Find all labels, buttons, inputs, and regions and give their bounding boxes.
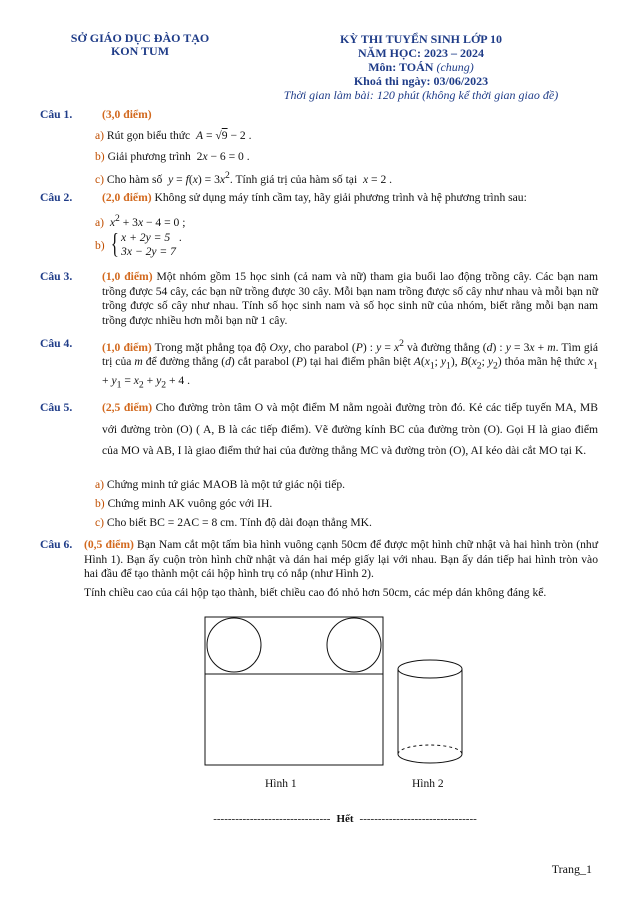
- page-number: Trang_1: [551, 862, 592, 876]
- circle-right: [327, 618, 381, 672]
- question-5: Câu 5. (2,5 điểm) Cho đường tròn tâm O và một điểm M nằm ngoài đường tròn đó. Kẻ các tiếp tuyến MA, MB với đường tròn (O) ( A, B là các tiếp điểm). Vẽ đường kính BC của đường tròn (O). Gọi H là giao điểm của MO và AB, I là giao điểm thứ hai của đường thẳng MC và đường tròn (O), AI kéo dài cắt MO tại K.: [40, 401, 598, 457]
- department-header: [40, 32, 240, 58]
- exam-date: Khoá thi ngày: 03/06/2023: [353, 74, 489, 88]
- points: (3,0 điểm): [102, 108, 152, 121]
- q5-part-b: b) Chứng minh AK vuông góc với IH.: [95, 497, 273, 510]
- question-2: Câu 2. (2,0 điểm) Không sử dụng máy tính cầm tay, hãy giải phương trình và hệ phương trình sau:: [40, 191, 527, 204]
- question-3: Câu 3. (1,0 điểm) Một nhóm gồm 15 học sinh (cả nam và nữ) tham gia buổi lao động trồng cây. Các bạn nam trồng được 54 cây, các bạn nữ trồng được 30 cây. Mỗi bạn nam trồng được số cây như nhau và mỗi bạn nữ trồng được số cây như nhau. Tính số học sinh nam và số học sinh nữ của nhóm, biết rằng mỗi bạn nam trồng được nhiều hơn mỗi bạn nữ 1 cây.: [40, 270, 598, 327]
- figure-2-label: Hình 2: [412, 778, 444, 790]
- province-name: KON TUM: [110, 44, 170, 58]
- figure-2: [392, 656, 468, 772]
- question-number: Câu 1.: [40, 108, 73, 121]
- question-1: [40, 108, 598, 123]
- q2-part-a: a) $x^2 + 3x - 4 = 0$ ;: [95, 213, 186, 229]
- department-name: SỞ GIÁO DỤC ĐÀO TẠO: [70, 31, 210, 45]
- school-year: NĂM HỌC: 2023 – 2024: [358, 46, 484, 60]
- q1-part-b: b) Giải phương trình 2x − 6 = 0 .: [95, 150, 250, 163]
- duration: Thời gian làm bài: 120 phút (không kể thời gian giao đề): [283, 88, 559, 102]
- question-4: Câu 4. (1,0 điểm) Trong mặt phẳng tọa độ Oxy, cho parabol (P) : $y = x^2$ và đường thẳng (d) : y = 3x + m. Tìm giá trị của m để đường thẳng (d) cắt parabol (P) tại hai điểm phân biệt $A(x_1$; $y_1$), $B(x_2$; $y_2$) thỏa mãn hệ thức $x_1 + y_1 = x_2 + y_2 + 4$ .: [40, 337, 599, 391]
- figure-1-label: Hình 1: [265, 778, 297, 790]
- q1-part-c: c) Cho hàm số $y = f(x) = 3x^2$. Tính giá trị của hàm số tại x = 2 .: [95, 170, 393, 186]
- circle-left: [207, 618, 261, 672]
- exam-header: [256, 32, 586, 102]
- figure-1: [200, 612, 390, 772]
- question-6: Câu 6. (0,5 điểm) Bạn Nam cắt một tấm bìa hình vuông cạnh 50cm để được một hình chữ nhật và hai hình tròn (như Hình 1). Bạn ấy cuộn tròn hình chữ nhật và dán hai mép giấy lại với nhau. Bạn ấy dán tiếp hai hình tròn vào hai đầu để tạo thành một cái hộp hình trụ có nắp (như Hình 2). Tính chiều cao của cái hộp tạo thành, biết chiều cao đó nhỏ hơn 50cm, các mép dán không đáng kể.: [40, 538, 599, 599]
- exam-title: KỲ THI TUYỂN SINH LỚP 10: [340, 32, 502, 46]
- subject: Môn: TOÁN (chung): [368, 60, 474, 74]
- q5-part-a: a) Chứng minh tứ giác MAOB là một tứ giác nội tiếp.: [95, 478, 346, 491]
- q1-part-a: a) Rút gọn biểu thức A = √9 − 2 .: [95, 129, 252, 142]
- q2-part-b: b) { x + 2y = 5 3x − 2y = 7 .: [95, 229, 182, 260]
- q5-part-c: c) Cho biết BC = 2AC = 8 cm. Tính độ dài đoạn thẳng MK.: [95, 516, 372, 529]
- end-marker: -------------------------------- Hết --------------------------------: [213, 813, 477, 825]
